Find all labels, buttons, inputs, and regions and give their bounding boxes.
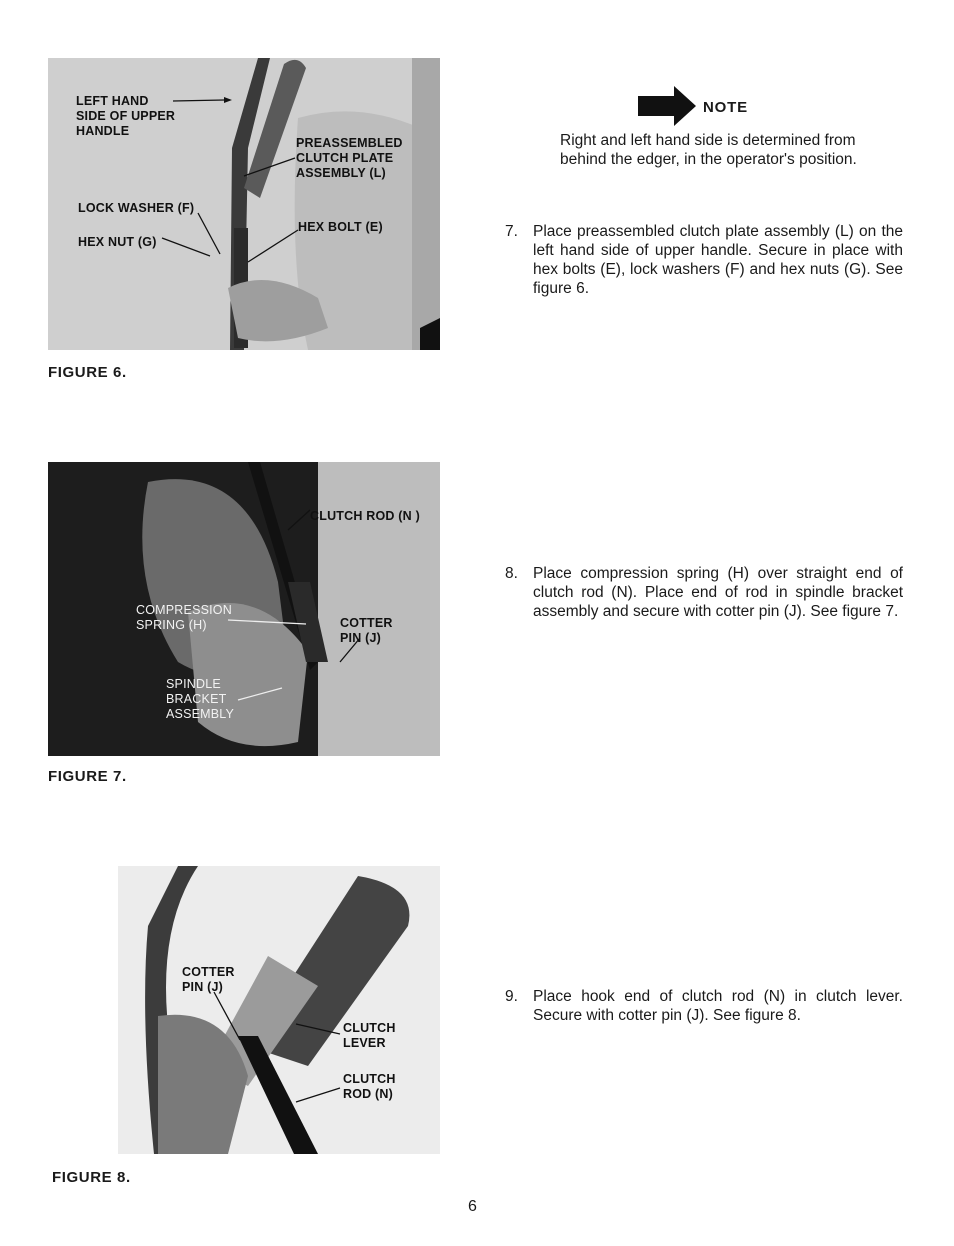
step-text: Place preassembled clutch plate assembly (L) on the left hand side of upper handle. Secure in place with hex bolts (E), lock washers (F) and hex nuts (G). See figure 6.	[533, 223, 903, 297]
figure-7-caption: FIGURE 7.	[48, 768, 127, 785]
figure-6-photo	[48, 58, 440, 350]
step-9	[505, 987, 903, 1025]
label-lock-washer: LOCK WASHER (F)	[78, 201, 195, 215]
label-left-hand-side: LEFT HAND SIDE OF UPPER HANDLE	[76, 94, 176, 138]
figure-7-photo	[48, 462, 440, 756]
figure-8-illustration	[118, 866, 440, 1154]
page-number: 6	[468, 1198, 477, 1215]
step-8	[505, 564, 903, 621]
label-preassembled-clutch-plate: PREASSEMBLED CLUTCH PLATE ASSEMBLY (L)	[296, 136, 403, 180]
label-hex-nut: HEX NUT (G)	[78, 235, 157, 249]
step-number: 8.	[505, 565, 518, 582]
figure-6-caption: FIGURE 6.	[48, 364, 127, 381]
note-text: Right and left hand side is determined from behind the edger, in the operator's position.	[560, 132, 857, 168]
label-clutch-rod: CLUTCH ROD (N)	[343, 1072, 396, 1101]
label-cotter-pin: COTTER PIN (J)	[182, 965, 235, 994]
step-text: Place hook end of clutch rod (N) in clutch lever. Secure with cotter pin (J). See figure 8.	[533, 988, 903, 1024]
note-label: NOTE	[703, 99, 748, 116]
label-cotter-pin: COTTER PIN (J)	[340, 616, 393, 645]
label-clutch-rod: CLUTCH ROD (N )	[310, 509, 420, 523]
step-number: 9.	[505, 988, 518, 1005]
label-clutch-lever: CLUTCH LEVER	[343, 1021, 396, 1050]
label-compression-spring: COMPRESSION SPRING (H)	[136, 603, 232, 632]
figure-8-caption: FIGURE 8.	[52, 1169, 131, 1186]
step-text: Place compression spring (H) over straight end of clutch rod (N). Place end of rod in spindle bracket assembly and secure with cotter pin (J). See figure 7.	[533, 565, 903, 620]
figure-8-photo	[118, 866, 440, 1154]
step-7	[505, 222, 903, 298]
note-heading	[638, 86, 778, 126]
label-spindle-bracket: SPINDLE BRACKET ASSEMBLY	[166, 677, 235, 721]
label-hex-bolt: HEX BOLT (E)	[298, 220, 383, 234]
figure-7-illustration	[48, 462, 440, 756]
step-number: 7.	[505, 223, 518, 240]
right-arrow-icon	[638, 86, 698, 126]
